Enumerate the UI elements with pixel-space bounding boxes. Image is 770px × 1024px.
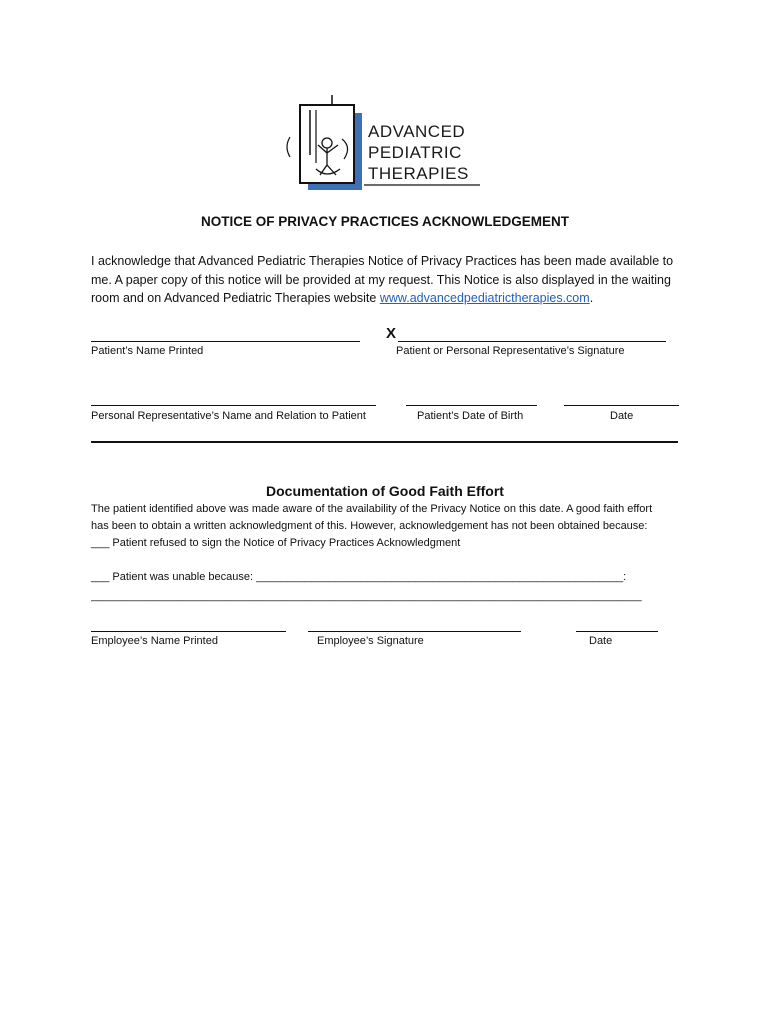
date-line[interactable] xyxy=(564,405,679,406)
rep-name-label: Personal Representative’s Name and Relation to Patient xyxy=(91,410,366,422)
employee-signature-line[interactable] xyxy=(308,631,521,632)
patient-name-label: Patient’s Name Printed xyxy=(91,345,204,357)
logo-line-1: ADVANCED xyxy=(368,122,466,141)
employee-date-label: Date xyxy=(589,635,613,647)
good-faith-line-2: has been to obtain a written acknowledgment of this. However, acknowledgement has not been obtained because: xyxy=(91,520,648,532)
employee-signature-label: Employee’s Signature xyxy=(317,635,424,647)
section-divider xyxy=(91,441,678,443)
employee-name-line[interactable] xyxy=(91,631,286,632)
date-label: Date xyxy=(610,410,634,422)
company-logo xyxy=(280,95,485,190)
dob-line[interactable] xyxy=(406,405,537,406)
unable-option[interactable]: ___ Patient was unable because: ____________________________________________________________: xyxy=(91,571,627,583)
acknowledgement-text: I acknowledge that Advanced Pediatric Therapies Notice of Privacy Practices has been made available to me. A paper copy of this notice will be provided at my request. This Notice is also displayed in the waiting room and on Advanced Pediatric Therapies website xyxy=(91,254,674,305)
acknowledgement-end: . xyxy=(589,291,594,305)
employee-name-label: Employee’s Name Printed xyxy=(91,635,218,647)
logo-line-2: PEDIATRIC xyxy=(368,143,462,162)
dob-label: Patient’s Date of Birth xyxy=(417,410,524,422)
refused-option[interactable]: ___ Patient refused to sign the Notice of Privacy Practices Acknowledgment xyxy=(91,537,461,549)
employee-date-line[interactable] xyxy=(576,631,658,632)
patient-name-line[interactable] xyxy=(91,341,360,342)
unable-reason-continuation[interactable]: __________________________________________________________________________________________ xyxy=(91,590,642,602)
acknowledgement-paragraph xyxy=(91,252,681,308)
good-faith-heading: Documentation of Good Faith Effort xyxy=(266,483,504,499)
rep-name-line[interactable] xyxy=(91,405,376,406)
signature-label: Patient or Personal Representative’s Signature xyxy=(396,345,625,357)
logo-wordmark xyxy=(368,121,469,184)
good-faith-line-1: The patient identified above was made aware of the availability of the Privacy Notice on this date. A good faith effort xyxy=(91,503,653,515)
website-link[interactable]: www.advancedpediatrictherapies.com xyxy=(379,291,590,305)
logo-line-3: THERAPIES xyxy=(368,164,469,183)
patient-signature-line[interactable] xyxy=(398,341,666,342)
document-title: NOTICE OF PRIVACY PRACTICES ACKNOWLEDGEMENT xyxy=(200,214,569,229)
signature-x-mark: X xyxy=(386,325,397,342)
